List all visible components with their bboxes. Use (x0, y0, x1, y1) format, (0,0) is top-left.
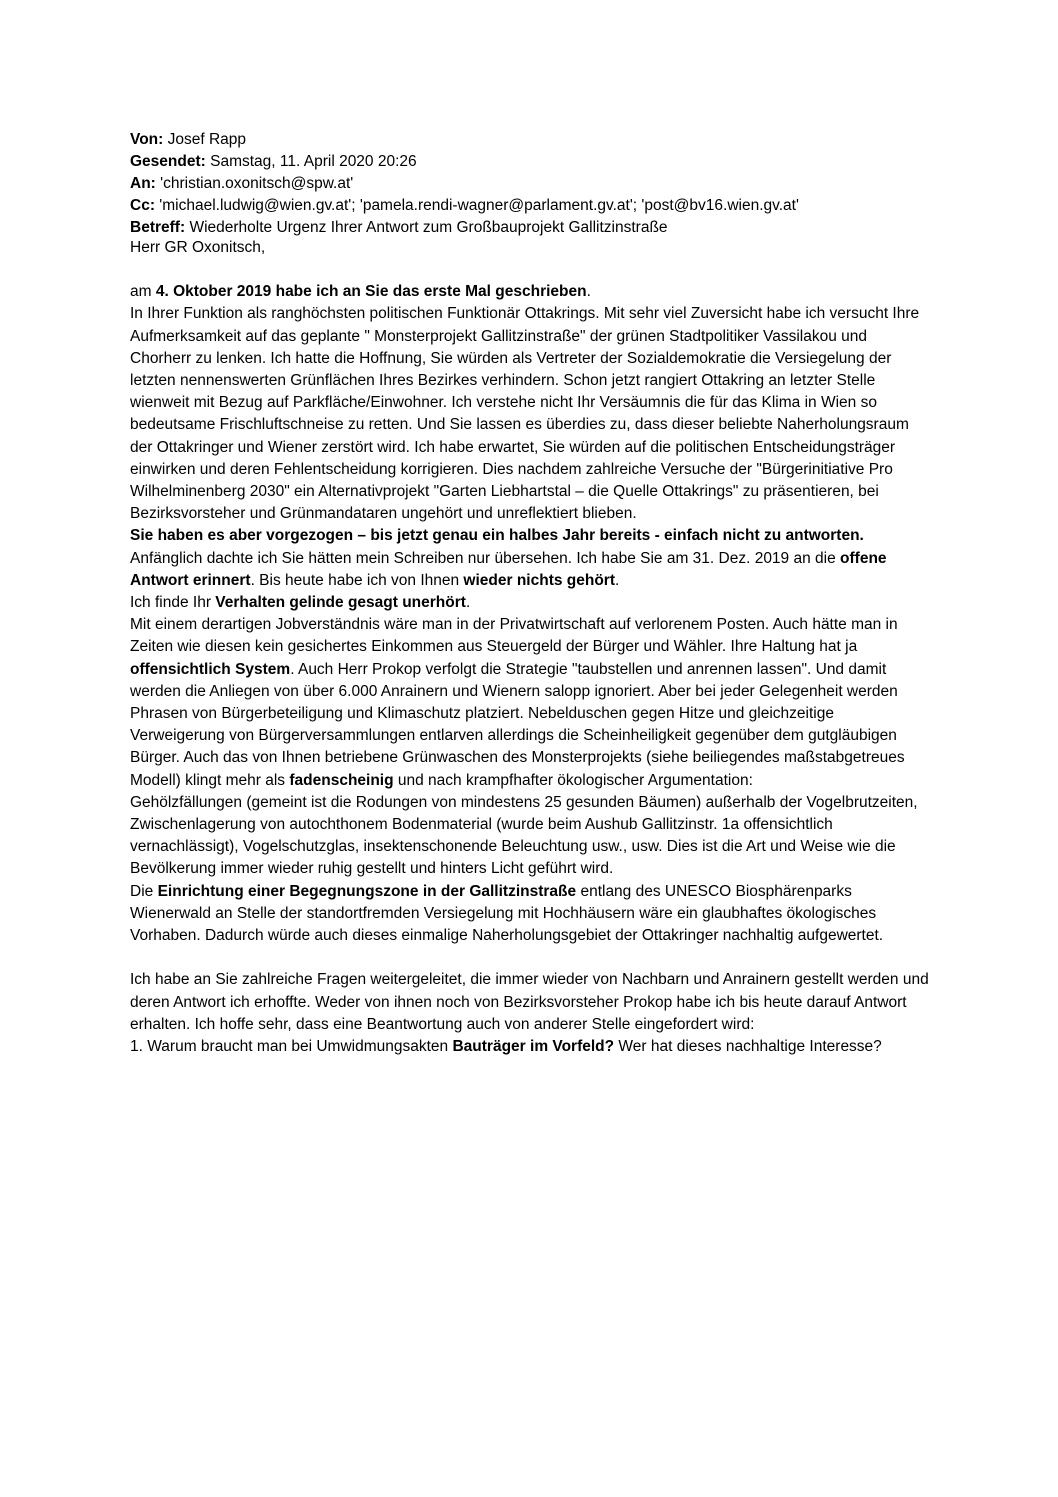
header-subject (130, 217, 930, 239)
cc-value: 'michael.ludwig@wien.gv.at'; 'pamela.rendi-wagner@parlament.gv.at'; 'post@bv16.wien.gv.at' (159, 197, 799, 214)
paragraph-behavior: Ich finde Ihr Verhalten gelinde gesagt unerhört. (130, 594, 471, 612)
header-to (130, 173, 930, 195)
sent-label: Gesendet: (130, 153, 206, 170)
paragraph-reminder: Anfänglich dachte ich Sie hätten mein Schreiben nur übersehen. Ich habe Sie am 31. Dez. 2019 an die offene Antwort erinnert. Bis heute habe ich von Ihnen wieder nichts gehört. (130, 549, 887, 589)
paragraph-tree-felling: Gehölzfällungen (gemeint ist die Rodungen von mindestens 25 gesunden Bäumen) außerhalb der Vogelbrutzeiten, Zwischenlagerung von autochthonem Bodenmaterial (wurde beim Aushub Gallitzinstr. 1a offensichtlich vernachlässigt), Vogelschutzglas, insektenschonende Beleuchtung usw., usw. Dies ist die Art und Weise wie die Bevölkerung immer wieder ruhig gestellt und hinters Licht geführt wird. (130, 793, 918, 878)
to-label: An: (130, 175, 156, 192)
paragraph-job-understanding: Mit einem derartigen Jobverständnis wäre man in der Privatwirtschaft auf verlorenem Posten. Auch hätte man in Zeiten wie diesen kein gesichertes Einkommen aus Steuergeld der Bürger und Wähler. Ihre Haltung hat ja offensichtlich System. Auch Herr Prokop verfolgt die Strategie "taubstellen und anrennen lassen". Und damit werden die Anliegen von über 6.000 Anrainern und Wienern salopp ignoriert. Aber bei jeder Gelegenheit werden Phrasen von Bürgerbeteiligung und Klimaschutz platziert. Nebelduschen gegen Hitze und gleichzeitige Verweigerung von Bürgerversammlungen entlarven allerdings die Scheinheiligkeit gegenüber dem gutgläubigen Bürger. Auch das von Ihnen betriebene Grünwaschen des Monsterprojekts (siehe beiliegendes maßstabgetreues Modell) klingt mehr als fadenscheinig und nach krampfhafter ökologischer Argumentation: (130, 616, 905, 789)
question-1: 1. Warum braucht man bei Umwidmungsakten Bauträger im Vorfeld? Wer hat dieses nachhaltige Interesse? (130, 1037, 882, 1055)
paragraph-questions: Ich habe an Sie zahlreiche Fragen weitergeleitet, die immer wieder von Nachbarn und Anrainern gestellt werden und deren Antwort ich erhoffte. Weder von ihnen noch von Bezirksvorsteher Prokop habe ich bis heute darauf Antwort erhalten. Ich hoffe sehr, dass eine Beantwortung auch von anderer Stelle eingefordert wird: (130, 971, 929, 1033)
email-header (130, 129, 930, 239)
header-sent (130, 151, 930, 173)
paragraph-no-answer: Sie haben es aber vorgezogen – bis jetzt genau ein halbes Jahr bereits - einfach nicht zu antworten. (130, 527, 864, 545)
subject-label: Betreff: (130, 219, 186, 236)
letter-body (130, 237, 930, 1058)
header-cc (130, 195, 930, 217)
cc-label: Cc: (130, 197, 155, 214)
paragraph-function: In Ihrer Funktion als ranghöchsten politischen Funktionär Ottakrings. Mit sehr viel Zuversicht habe ich versucht Ihre Aufmerksamkeit auf das geplante " Monsterprojekt Gallitzinstraße" der grünen Stadtpolitiker Vassilakou und Chorherr zu lenken. Ich hatte die Hoffnung, Sie würden als Vertreter der Sozialdemokratie die Versiegelung der letzten nennenswerten Grünflächen Ihres Bezirkes verhindern. Schon jetzt rangiert Ottakring an letzter Stelle wienweit mit Bezug auf Parkfläche/Einwohner. Ich verstehe nicht Ihr Versäumnis die für das Klima in Wien so bedeutsame Frischluftschneise zu retten. Und Sie lassen es überdies zu, dass dieser beliebte Naherholungsraum der Ottakringer und Wiener zerstört wird. Ich habe erwartet, Sie würden auf die politischen Entscheidungsträger einwirken und deren Fehlentscheidung korrigieren. Dies nachdem zahlreiche Versuche der "Bürgerinitiative Pro Wilhelminenberg 2030" ein Alternativprojekt "Garten Liebhartstal – die Quelle Ottakrings" zu präsentieren, bei Bezirksvorsteher und Grünmandataren ungehört und unreflektiert blieben. (130, 305, 920, 523)
from-label: Von: (130, 131, 164, 148)
sent-value: Samstag, 11. April 2020 20:26 (210, 153, 417, 170)
salutation: Herr GR Oxonitsch, (130, 239, 266, 256)
to-value: 'christian.oxonitsch@spw.at' (160, 175, 354, 192)
subject-value: Wiederholte Urgenz Ihrer Antwort zum Großbauprojekt Gallitzinstraße (189, 219, 668, 236)
from-value: Josef Rapp (167, 131, 247, 148)
header-from (130, 129, 930, 151)
paragraph-encounter-zone: Die Einrichtung einer Begegnungszone in der Gallitzinstraße entlang des UNESCO Biosphärenparks Wienerwald an Stelle der standortfremden Versiegelung mit Hochhäusern wäre ein glaubhaftes ökologisches Vorhaben. Dadurch würde auch dieses einmalige Naherholungsgebiet der Ottakringer nachhaltig aufgewertet. (130, 882, 884, 945)
paragraph-first-contact: am 4. Oktober 2019 habe ich an Sie das erste Mal geschrieben. (130, 283, 591, 301)
